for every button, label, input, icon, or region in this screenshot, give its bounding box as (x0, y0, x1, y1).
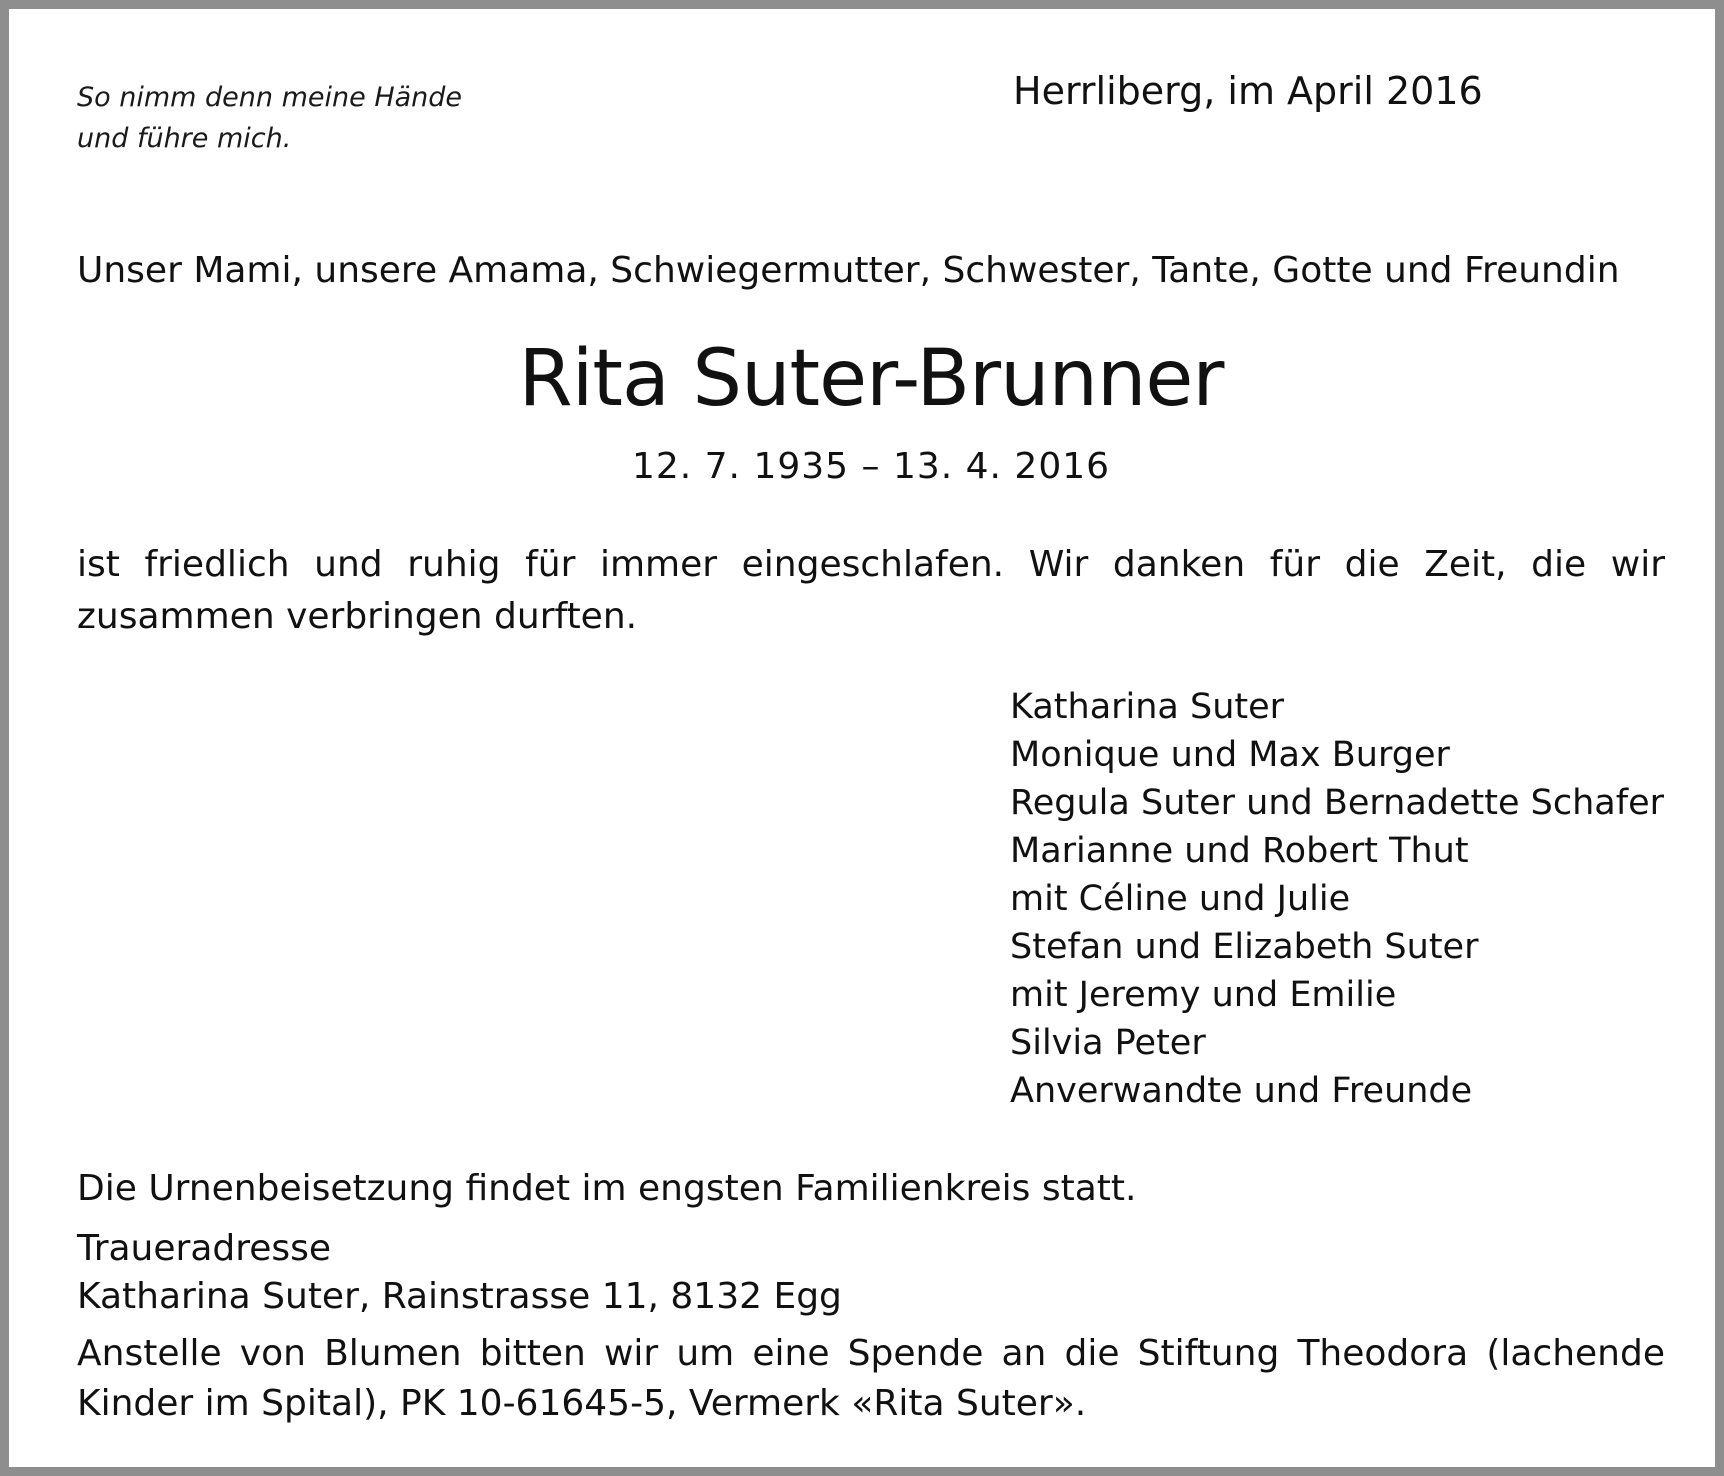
mourners-list (1010, 683, 1664, 1115)
body-text: ist friedlich und ruhig für immer eingeschlafen. Wir danken für die Zeit, die wir zusammen verbringen durften. (77, 544, 1665, 637)
intro-text: Unser Mami, unsere Amama, Schwiegermutter, Schwester, Tante, Gotte und Freundin (77, 250, 1620, 291)
mourner-item: Marianne und Robert Thut (1010, 831, 1469, 871)
place-date: Herrliberg, im April 2016 (1013, 69, 1483, 113)
mourner-item: Katharina Suter (1010, 687, 1285, 727)
mourner-item: mit Jeremy und Emilie (1010, 975, 1397, 1015)
mourner-item: Stefan und Elizabeth Suter (1010, 927, 1479, 967)
mourner-item: Regula Suter und Bernadette Schafer (1010, 783, 1664, 823)
mourner-item: mit Céline und Julie (1010, 879, 1351, 919)
life-dates: 12. 7. 1935 – 13. 4. 2016 (631, 446, 1111, 487)
motto (77, 77, 462, 159)
mourning-address: Katharina Suter, Rainstrasse 11, 8132 Egg (77, 1276, 842, 1317)
motto-line-2: und führe mich. (77, 123, 292, 154)
donation-note: Anstelle von Blumen bitten wir um eine Spende an die Stiftung Theodora (lachende Kinder im Spital), PK 10-61645-5, Vermerk «Rita Suter». (77, 1333, 1665, 1424)
motto-line-1: So nimm denn meine Hände (77, 82, 463, 113)
mourner-item: Anverwandte und Freunde (1010, 1071, 1473, 1111)
deceased-name: Rita Suter-Brunner (518, 334, 1224, 424)
ceremony-note: Die Urnenbeisetzung findet im engsten Familienkreis statt. (77, 1168, 1137, 1209)
mourner-item: Silvia Peter (1010, 1023, 1206, 1063)
address-label: Traueradresse (77, 1228, 332, 1269)
mourner-item: Monique und Max Burger (1010, 735, 1450, 775)
